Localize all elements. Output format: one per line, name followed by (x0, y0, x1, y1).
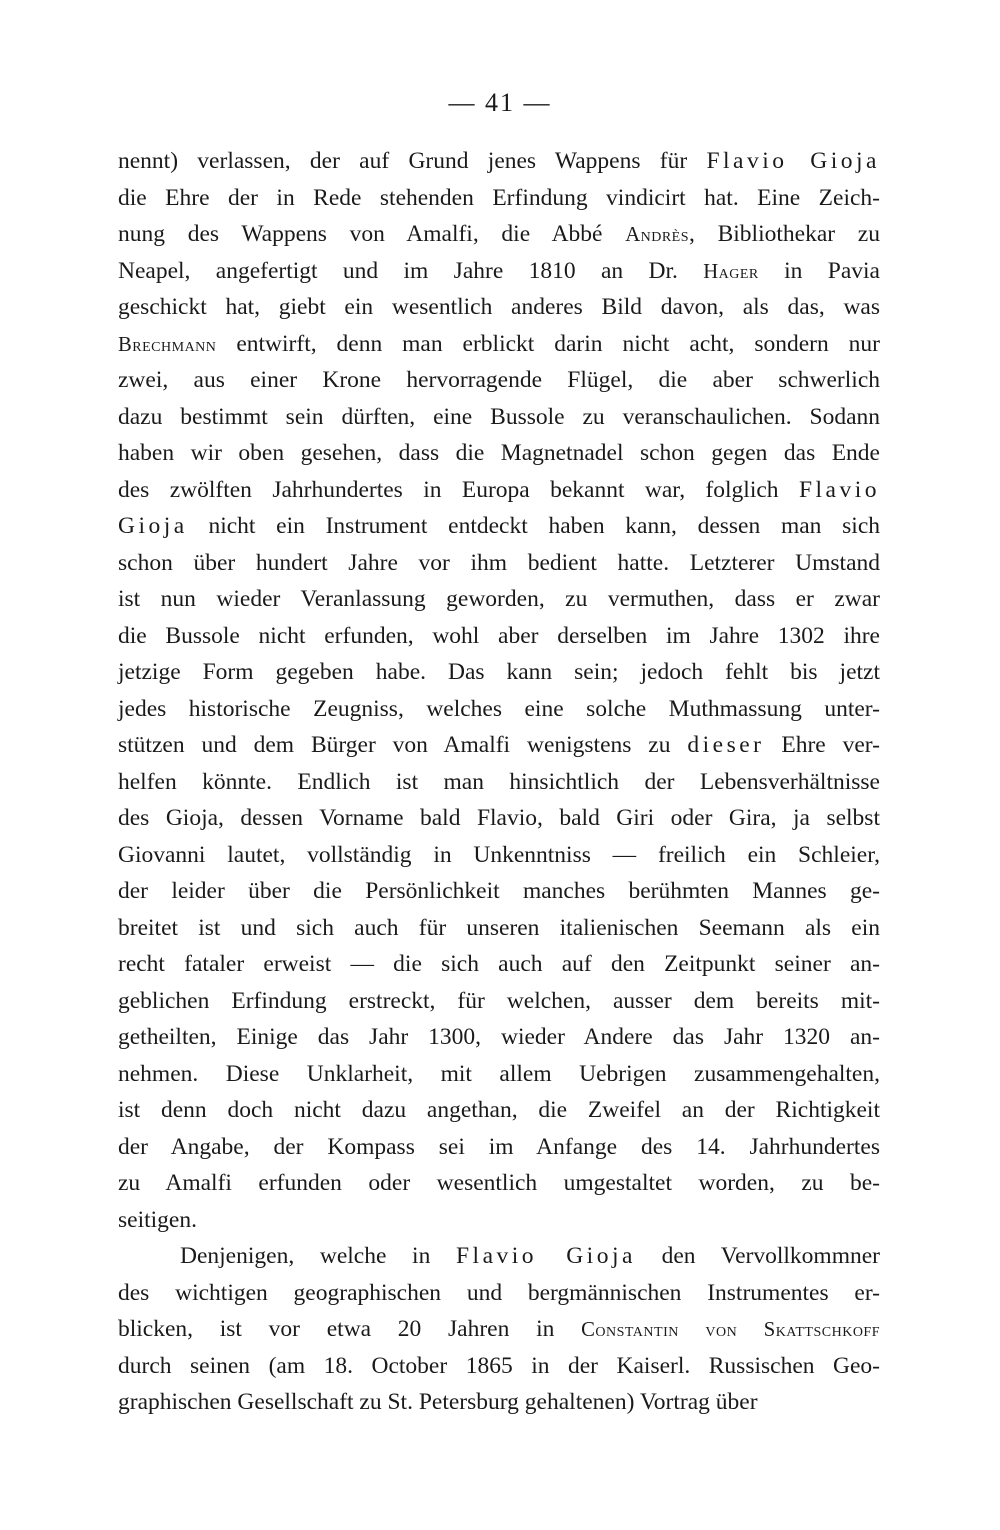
paragraph (118, 143, 880, 1238)
paragraph (118, 1238, 880, 1421)
text-line: breitet ist und sich auch für unseren italienischen Seemann als ein (118, 914, 880, 941)
small-caps-name: Andrès (625, 224, 690, 246)
text-line: ist denn doch nicht dazu angethan, die Zweifel an der Richtigkeit (118, 1097, 880, 1123)
text-line: jedes historische Zeugniss, welches eine solche Muthmassung unter- (118, 695, 880, 722)
text-line: dazu bestimmt sein dürften, eine Bussole zu veranschaulichen. Sodann (118, 403, 880, 430)
text-line: recht fataler erweist — die sich auch auf den Zeitpunkt seiner an- (118, 951, 880, 977)
text-line: zwei, aus einer Krone hervorragende Flügel, die aber schwerlich (118, 367, 880, 393)
small-caps-name: Hager (703, 260, 759, 283)
text-line: nung des Wappens von Amalfi, die Abbé Andrès, Bibliothekar zu (118, 221, 880, 247)
text-line: durch seinen (am 18. October 1865 in der Kaiserl. Russischen Geo- (118, 1352, 880, 1379)
text-line: Giovanni lautet, vollständig in Unkenntniss — freilich ein Schleier, (118, 841, 880, 868)
text-line: Neapel, angefertigt und im Jahre 1810 an Dr. Hager in Pavia (118, 257, 880, 284)
text-line: die Ehre der in Rede stehenden Erfindung vindicirt hat. Eine Zeich- (118, 184, 880, 211)
spaced-emphasis: dieser (687, 732, 765, 758)
spaced-emphasis: Gioja (118, 513, 188, 539)
spaced-emphasis: Flavio Gioja (455, 1243, 636, 1269)
text-line: zu Amalfi erfunden oder wesentlich umgestaltet worden, zu be- (118, 1170, 880, 1196)
text-line: des wichtigen geographischen und bergmännischen Instrumentes er- (118, 1279, 880, 1306)
page-number: — 41 — (448, 88, 552, 117)
small-caps-name: Constantin von Skattschkoff (581, 1319, 880, 1341)
text-line: nehmen. Diese Unklarheit, mit allem Uebrigen zusammengehalten, (118, 1060, 880, 1087)
text-line: graphischen Gesellschaft zu St. Petersburg gehaltenen) Vortrag über (118, 1389, 758, 1415)
text-line: ist nun wieder Veranlassung geworden, zu vermuthen, dass er zwar (118, 586, 880, 612)
text-line: Denjenigen, welche in Flavio Gioja den Vervollkommner (180, 1243, 880, 1269)
small-caps-name: Brechmann (118, 333, 217, 356)
text-line: blicken, ist vor etwa 20 Jahren in Constantin von Skattschkoff (118, 1316, 880, 1342)
text-line: des zwölften Jahrhundertes in Europa bekannt war, folglich Flavio (118, 476, 880, 503)
text-line: geblichen Erfindung erstreckt, für welchen, ausser dem bereits mit- (118, 987, 880, 1014)
spaced-emphasis: Flavio Gioja (706, 148, 880, 174)
text-line: die Bussole nicht erfunden, wohl aber derselben im Jahre 1302 ihre (118, 622, 880, 649)
body-text (118, 143, 880, 1421)
text-line: stützen und dem Bürger von Amalfi wenigstens zu dieser Ehre ver- (118, 732, 880, 758)
text-line: helfen könnte. Endlich ist man hinsichtlich der Lebensverhältnisse (118, 768, 880, 795)
text-line: der Angabe, der Kompass sei im Anfange des 14. Jahrhundertes (118, 1133, 880, 1160)
spaced-emphasis: Flavio (798, 476, 880, 503)
text-line: des Gioja, dessen Vorname bald Flavio, bald Giri oder Gira, ja selbst (118, 805, 880, 831)
text-line: schon über hundert Jahre vor ihm bedient hatte. Letzterer Umstand (118, 549, 880, 576)
text-line: seitigen. (118, 1206, 197, 1233)
text-line: jetzige Form gegeben habe. Das kann sein; jedoch fehlt bis jetzt (118, 659, 880, 685)
text-line: nennt) verlassen, der auf Grund jenes Wappens für Flavio Gioja (118, 148, 880, 174)
text-line: geschickt hat, giebt ein wesentlich anderes Bild davon, als das, was (118, 294, 880, 320)
text-line: getheilten, Einige das Jahr 1300, wieder Andere das Jahr 1320 an- (118, 1024, 880, 1050)
text-line: Gioja nicht ein Instrument entdeckt haben kann, dessen man sich (118, 513, 880, 539)
text-line: Brechmann entwirft, denn man erblickt darin nicht acht, sondern nur (118, 330, 880, 357)
text-line: der leider über die Persönlichkeit manches berühmten Mannes ge- (118, 878, 880, 904)
text-line: haben wir oben gesehen, dass die Magnetnadel schon gegen das Ende (118, 440, 880, 466)
